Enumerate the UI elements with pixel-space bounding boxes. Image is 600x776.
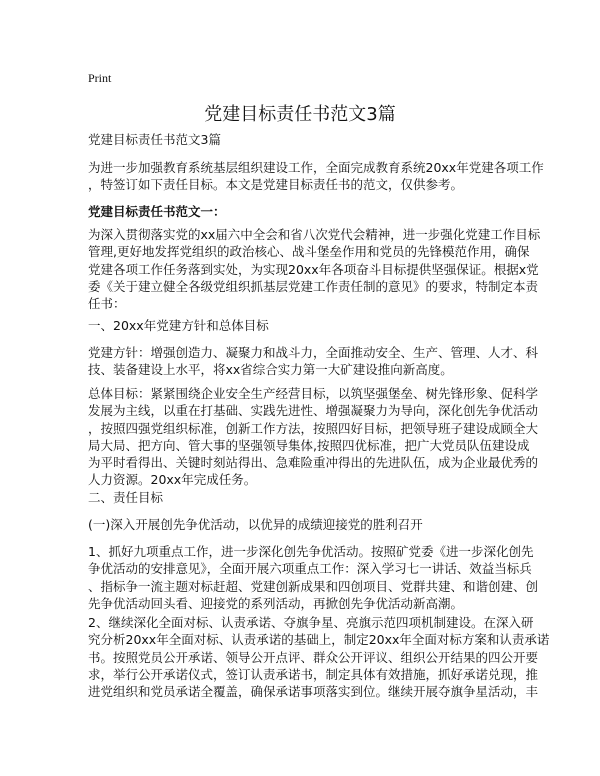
text-line: 为进一步加强教育系统基层组织建设工作，全面完成教育系统20xx年党建各项工作 bbox=[88, 160, 544, 175]
section-title-2 bbox=[88, 489, 528, 506]
text-line: 2、继续深化全面对标、认责承诺、夺旗争星、亮旗示范四项机制建设。在深入研 bbox=[88, 615, 534, 630]
text-line: 、指标争一流主题对标赶超、党建创新成果和四创项目、党群共建、和谐创建、创 bbox=[88, 578, 539, 594]
text-line: 人力资源。20xx年完成任务。 bbox=[88, 472, 257, 488]
text-line: 1、抓好九项重点工作，进一步深化创先争优活动。按照矿党委《进一步深化创先 bbox=[88, 544, 534, 559]
text-line: 委《关于建立健全各级党组织抓基层党建工作责任制的意见》的要求，特制定本责 bbox=[88, 278, 539, 294]
text-line: 局大局、把方向、管大事的坚强领导集体,按照四优标准，把广大党员队伍建设成 bbox=[88, 437, 530, 453]
text-line: 任书： bbox=[88, 296, 126, 312]
text-line: 总体目标：紧紧围绕企业安全生产经营目标，以筑坚强堡垒、树先锋形象、促科学 bbox=[88, 386, 539, 401]
subsection-text: (一)深入开展创先争优活动，以优异的成绩迎接党的胜利召开 bbox=[88, 517, 423, 532]
text-line: 书。按照党员公开承诺、领导公开点评、群众公开评议、组织公开结果的四公开要 bbox=[88, 649, 539, 665]
paragraph-1 bbox=[88, 226, 541, 312]
document-subtitle bbox=[88, 131, 528, 148]
section-heading-1 bbox=[88, 203, 528, 220]
paragraph-5 bbox=[88, 614, 550, 700]
text-line: 求，举行公开承诺仪式，签订认责承诺书，制定具体有效措施，抓好承诺兑现，推 bbox=[88, 666, 539, 682]
text-line: 党建各项工作任务落到实处，为实现20xx年各项奋斗目标提供坚强保证。根据x党 bbox=[88, 261, 539, 277]
paragraph-4 bbox=[88, 543, 539, 612]
paragraph-3 bbox=[88, 385, 539, 489]
text-line: 技、装备建设上水平，将xx省综合实力第一大矿建设推向新高度。 bbox=[88, 362, 453, 378]
subtitle-text: 党建目标责任书范文3篇 bbox=[88, 132, 221, 147]
document-title: 党建目标责任书范文3篇 bbox=[204, 104, 396, 125]
subsection-title-1 bbox=[88, 516, 528, 533]
section-text: 一、20xx年党建方针和总体目标 bbox=[88, 318, 269, 333]
intro-paragraph bbox=[88, 159, 544, 194]
section-text: 二、责任目标 bbox=[88, 490, 164, 505]
text-line: 进党组织和党员承诺全覆盖，确保承诺事项落实到位。继续开展夺旗争星活动，丰 bbox=[88, 684, 539, 700]
text-line: 管理,更好地发挥党组织的政治核心、战斗堡垒作用和党员的先锋模范作用，确保 bbox=[88, 244, 530, 260]
text-line: 为深入贯彻落实党的xx届六中全会和省八次党代会精神，进一步强化党建工作目标 bbox=[88, 227, 541, 242]
text-line: 为平时看得出、关键时刻站得出、急难险重冲得出的先进队伍，成为企业最优秀的 bbox=[88, 455, 539, 471]
text-line: ，按照四强党组织标准，创新工作方法，按照四好目标，把领导班子建设成顾全大 bbox=[88, 420, 539, 436]
heading-text: 党建目标责任书范文一： bbox=[88, 204, 226, 219]
text-line: ，特签订如下责任目标。本文是党建目标责任书的范文，仅供参考。 bbox=[88, 177, 464, 193]
text-line: 发展为主线，以重在打基础、实践先进性、增强凝聚力为导向，深化创先争优活动 bbox=[88, 403, 539, 419]
text-line: 党建方针：增强创造力、凝聚力和战斗力，全面推动安全、生产、管理、人才、科 bbox=[88, 345, 539, 360]
print-label[interactable]: Print bbox=[88, 71, 112, 85]
paragraph-2 bbox=[88, 344, 539, 379]
text-line: 争优活动的安排意见》，全面开展六项重点工作：深入学习七一讲话、效益当标兵 bbox=[88, 561, 532, 577]
text-line: 先争优活动回头看、迎接党的系列活动，再掀创先争优活动新高潮。 bbox=[88, 595, 464, 611]
section-title-1 bbox=[88, 317, 528, 334]
text-line: 究分析20xx年全面对标、认责承诺的基础上，制定20xx年全面对标方案和认责承诺 bbox=[88, 632, 550, 648]
